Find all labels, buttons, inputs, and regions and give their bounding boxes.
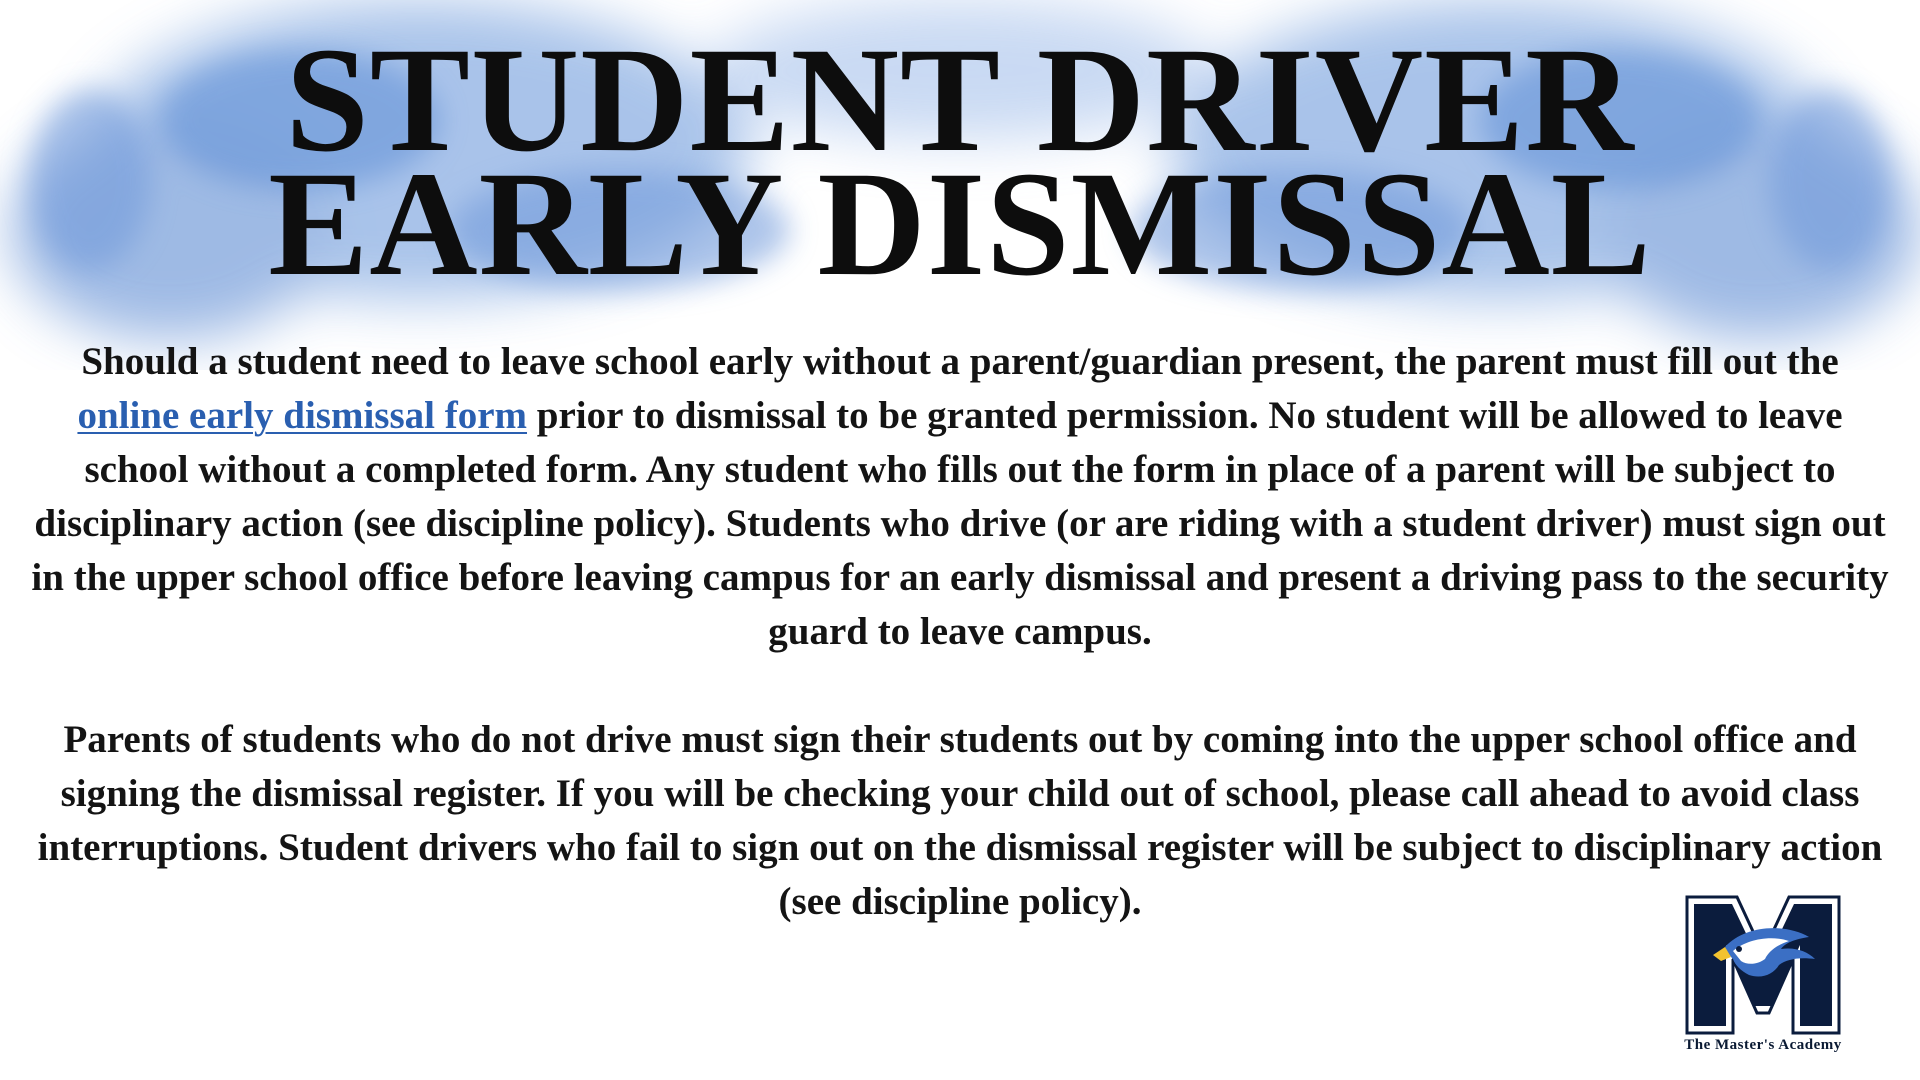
body-text	[28, 335, 1892, 929]
title-line-1: STUDENT DRIVER	[285, 17, 1635, 183]
logo-caption: The Master's Academy	[1684, 1037, 1842, 1053]
eagle-m-icon	[1685, 895, 1841, 1035]
title-line-2: EARLY DISMISSAL	[268, 141, 1652, 307]
paragraph-1-rest: prior to dismissal to be granted permission. No student will be allowed to leave school without a completed form. Any student who fills out the form in place of a parent will be subject to disciplinary action (see discipline policy). Students who drive (or are riding with a student driver) must sign out in the upper school office before leaving campus for an early dismissal and present a driving pass to the security guard to leave campus.	[31, 394, 1889, 653]
early-dismissal-form-link[interactable]: online early dismissal form	[77, 394, 528, 437]
paragraph-early-dismissal	[28, 335, 1892, 659]
paragraph-1-intro: Should a student need to leave school early without a parent/guardian present, the parent must fill out the	[81, 340, 1839, 383]
paragraph-parent-signout: Parents of students who do not drive must sign their students out by coming into the upper school office and signing the dismissal register. If you will be checking your child out of school, please call ahead to avoid class interruptions. Student drivers who fail to sign out on the dismissal register will be subject to disciplinary action (see discipline policy).	[37, 718, 1883, 923]
school-logo	[1663, 895, 1863, 1063]
page-title	[0, 17, 1920, 307]
